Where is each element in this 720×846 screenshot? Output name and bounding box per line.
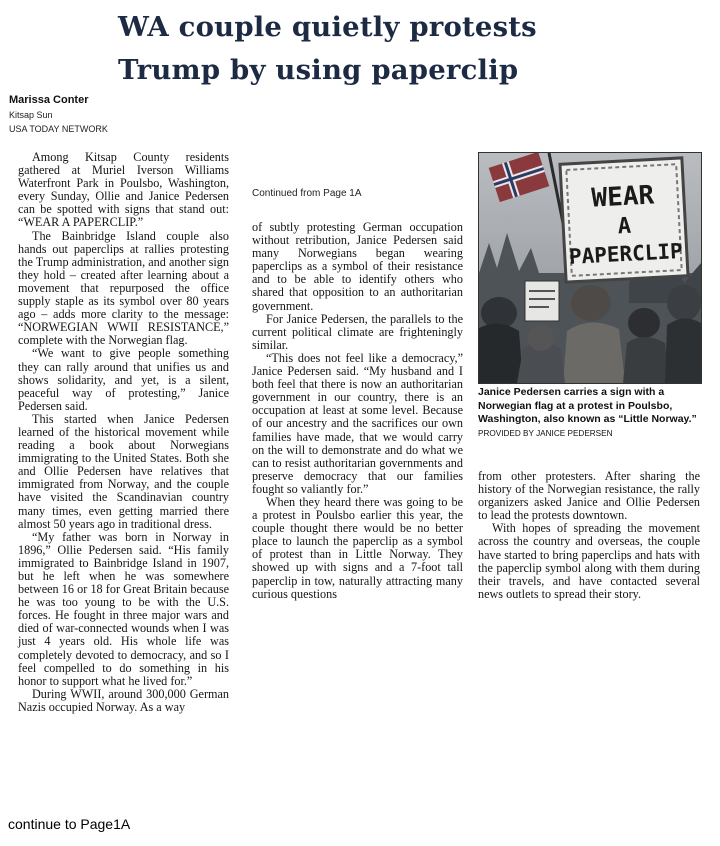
paragraph: When they heard there was going to be a protest in Poulsbo earlier this year, the couple thought there would be no better place to launch the paperclip as a symbol of protest than in Little Norway. They showed up with signs and a 7-foot tall paperclip in tow, naturally attracting many curious questions bbox=[252, 494, 463, 601]
headline-line-1: WA couple quietly protests bbox=[118, 11, 537, 43]
paragraph: of subtly protesting German occupation without retribution, Janice Pedersen said many Norwegians began wearing paperclips as a symbol of their resistance and to be able to identify others who shared that opposition to an authoritarian government. bbox=[252, 220, 463, 313]
paragraph: “We want to give people something they can rally around that unifies us and shows solidarity, and yet, is a silent, peaceful way of protesting,” Janice Pedersen said. bbox=[18, 346, 229, 413]
continue-link[interactable]: continue to Page1A bbox=[8, 816, 131, 832]
article-column-1 bbox=[18, 151, 229, 714]
paragraph: The Bainbridge Island couple also hands out paperclips at rallies protesting the Trump administration, and another sign they hold – created after learning about a movement that repurposed the office supply staple as its symbol over 80 years ago – adds more clarity to the message: “NORWEGIAN WWII RESISTANCE,” complete with the Norwegian flag. bbox=[18, 228, 229, 348]
headline-line-2: Trump by using paperclip bbox=[118, 54, 519, 86]
paragraph: “My father was born in Norway in 1896,” Ollie Pedersen said. “His family immigrated to Bainbridge Island in 1907, but he left when he was somewhere between 16 or 18 for Great Britain because he was too young to be with the U.S. forces. He fought in three major wars and died of war-connected wounds when I was just 4 years old. His whole life was completely devoted to democracy, and so I feel compelled to do something in his honor to support what he lived for.” bbox=[18, 529, 229, 688]
article-column-2 bbox=[252, 221, 463, 601]
paragraph: During WWII, around 300,000 German Nazis occupied Norway. As a way bbox=[18, 686, 229, 714]
sign-text-wear: WEAR bbox=[590, 180, 655, 214]
byline-author: Marissa Conter bbox=[9, 94, 89, 106]
caption-text: Janice Pedersen carries a sign with a Norwegian flag at a protest in Poulsbo, Washington, also known as “Little Norway.” bbox=[478, 386, 697, 425]
byline-network: USA TODAY NETWORK bbox=[9, 124, 108, 134]
sign-text-a: A bbox=[617, 213, 632, 240]
protest-photo bbox=[478, 152, 702, 384]
protest-photo-illustration bbox=[479, 153, 701, 383]
paragraph: “This does not feel like a democracy,” Janice Pedersen said. “My husband and I both feel that there is now an authoritarian government in our country, there is an occupation at least at some level. Because of our ancestry and the sacrifices our own families have made, that we would carry on the will to demonstrate and do what we can to resist authoritarian governments and preserve democracy that our families fought so valiantly for.” bbox=[252, 350, 463, 496]
paragraph: from other protesters. After sharing the history of the Norwegian resistance, the rally organizers asked Janice and Ollie Pedersen to lead the protests downtown. bbox=[478, 469, 700, 523]
headline bbox=[118, 6, 678, 92]
byline-outlet: Kitsap Sun bbox=[9, 110, 53, 120]
paragraph: This started when Janice Pedersen learned of the historical movement while reading a book about Norwegians immigrating to the United States. Both she and Ollie Pedersen have relatives that immigrated from Norway, and the couple have visited the Scandinavian country many times, even getting married there almost 50 years ago in traditional dress. bbox=[18, 411, 229, 531]
sign-text-paperclip: PAPERCLIP bbox=[568, 238, 684, 269]
photo-caption bbox=[478, 386, 700, 440]
paragraph: With hopes of spreading the movement across the country and overseas, the couple have started to bring paperclips and hats with the paperclip symbol along with them during their travels, and have contacted several news outlets to spread their story. bbox=[478, 521, 700, 601]
paragraph: Among Kitsap County residents gathered at Muriel Iverson Williams Waterfront Park in Poulsbo, Washington, every Sunday, Ollie and Janice Pedersen can be spotted with signs that stand out: “WEAR A PAPERCLIP.” bbox=[18, 150, 229, 230]
caption-credit: PROVIDED BY JANICE PEDERSEN bbox=[478, 428, 613, 438]
continued-label: Continued from Page 1A bbox=[252, 188, 362, 199]
paragraph: For Janice Pedersen, the parallels to the current political climate are frighteningly similar. bbox=[252, 311, 463, 352]
article-column-3 bbox=[478, 470, 700, 601]
